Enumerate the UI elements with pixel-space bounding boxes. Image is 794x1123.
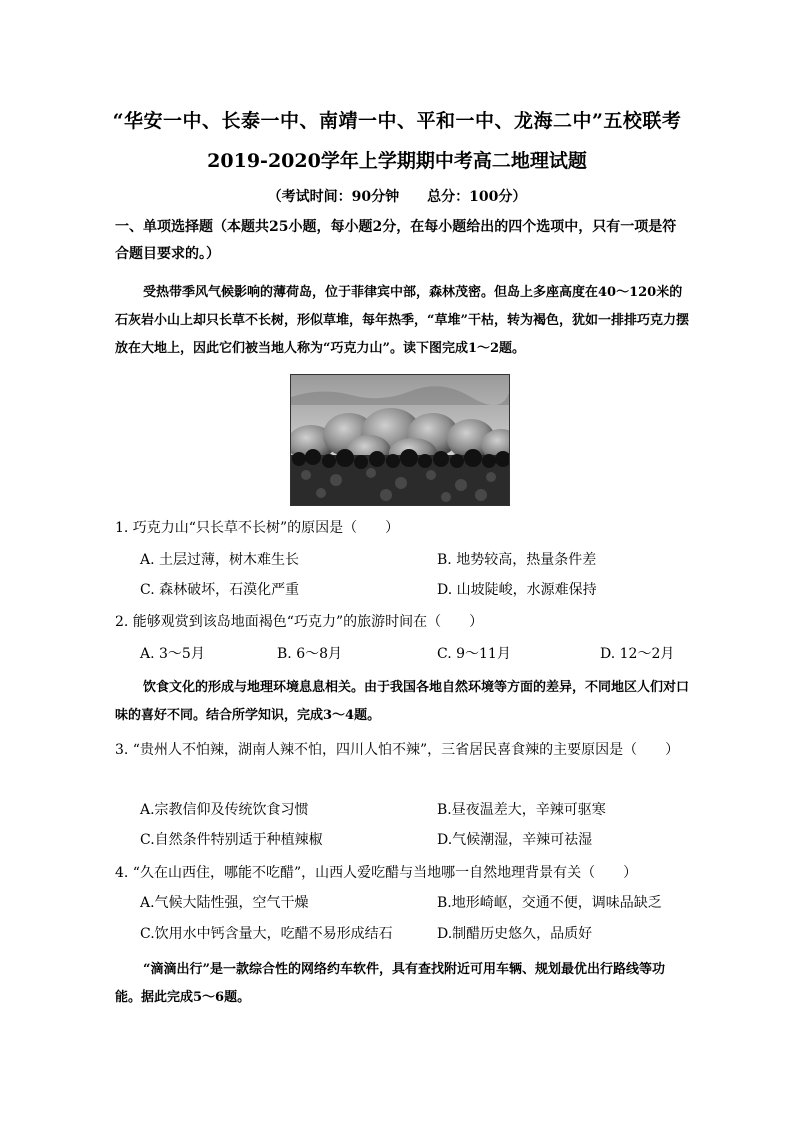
q1-option-d[interactable]: D. 山坡陡峻，水源难保持	[437, 582, 597, 598]
section-heading: 一、单项选择题（本题共25小题，每小题2分，在每小题给出的四个选项中，只有一项是符合题目要求的。）	[115, 219, 677, 262]
chocolate-hills-photo	[290, 374, 510, 506]
q2-option-a[interactable]: A. 3～5月	[140, 646, 205, 662]
passage-text: 受热带季风气候影响的薄荷岛，位于菲律宾中部，森林茂密。但岛上多座高度在40～120米的石灰岩小山上却只长草不长树，形似草堆，每年热季，“草堆”干枯，转为褐色，犹如一排排巧克力摆放在大地上，因此它们被当地人称为“巧克力山”。读下图完成1～2题。	[115, 285, 689, 356]
q1-option-c[interactable]: C. 森林破坏，石漠化严重	[140, 582, 300, 598]
question-2: 2. 能够观赏到该岛地面褐色“巧克力”的旅游时间在（ ）	[115, 614, 484, 630]
q1-option-b[interactable]: B. 地势较高，热量条件差	[437, 552, 597, 568]
q2-option-d[interactable]: D. 12～2月	[600, 646, 675, 662]
q3-option-c[interactable]: C.自然条件特别适于种植辣椒	[140, 832, 323, 848]
question-3: 3. “贵州人不怕辣，湖南人辣不怕，四川人怕不辣”，三省居民喜食辣的主要原因是（ ）	[115, 742, 680, 758]
exam-title-line2: 2019-2020学年上学期期中考高二地理试题	[207, 150, 587, 172]
exam-info: （考试时间：90分钟 总分：100分）	[267, 189, 527, 205]
question-4: 4. “久在山西住，哪能不吃醋”，山西人爱吃醋与当地哪一自然地理背景有关（ ）	[115, 865, 638, 881]
passage-food-culture	[115, 674, 690, 730]
q1-option-a[interactable]: A. 土层过薄，树木难生长	[140, 552, 300, 568]
q4-option-b[interactable]: B.地形崎岖，交通不便，调味品缺乏	[437, 895, 662, 911]
question-1: 1. 巧克力山“只长草不长树”的原因是（ ）	[115, 520, 400, 536]
q3-option-d[interactable]: D.气候潮湿，辛辣可祛湿	[437, 832, 593, 848]
q4-option-a[interactable]: A.气候大陆性强，空气干燥	[140, 895, 309, 911]
q2-option-c[interactable]: C. 9～11月	[437, 646, 511, 662]
passage-text: “滴滴出行”是一款综合性的网络约车软件，具有查找附近可用车辆、规划最优出行路线等功能。据此完成5～6题。	[115, 962, 665, 1005]
q4-option-d[interactable]: D.制醋历史悠久，品质好	[437, 926, 593, 942]
exam-title-line1: “华安一中、长泰一中、南靖一中、平和一中、龙海二中”五校联考	[112, 110, 682, 132]
q3-option-a[interactable]: A.宗教信仰及传统饮食习惯	[140, 802, 309, 818]
q4-option-c[interactable]: C.饮用水中钙含量大，吃醋不易形成结石	[140, 926, 393, 942]
passage-didi	[115, 956, 690, 1012]
passage-chocolate-hills	[115, 279, 690, 363]
q2-option-b[interactable]: B. 6～8月	[277, 646, 343, 662]
passage-text: 饮食文化的形成与地理环境息息相关。由于我国各地自然环境等方面的差异，不同地区人们对口味的喜好不同。结合所学知识，完成3～4题。	[115, 680, 690, 723]
hills-landscape-image	[291, 375, 509, 505]
q3-option-b[interactable]: B.昼夜温差大，辛辣可驱寒	[437, 802, 606, 818]
